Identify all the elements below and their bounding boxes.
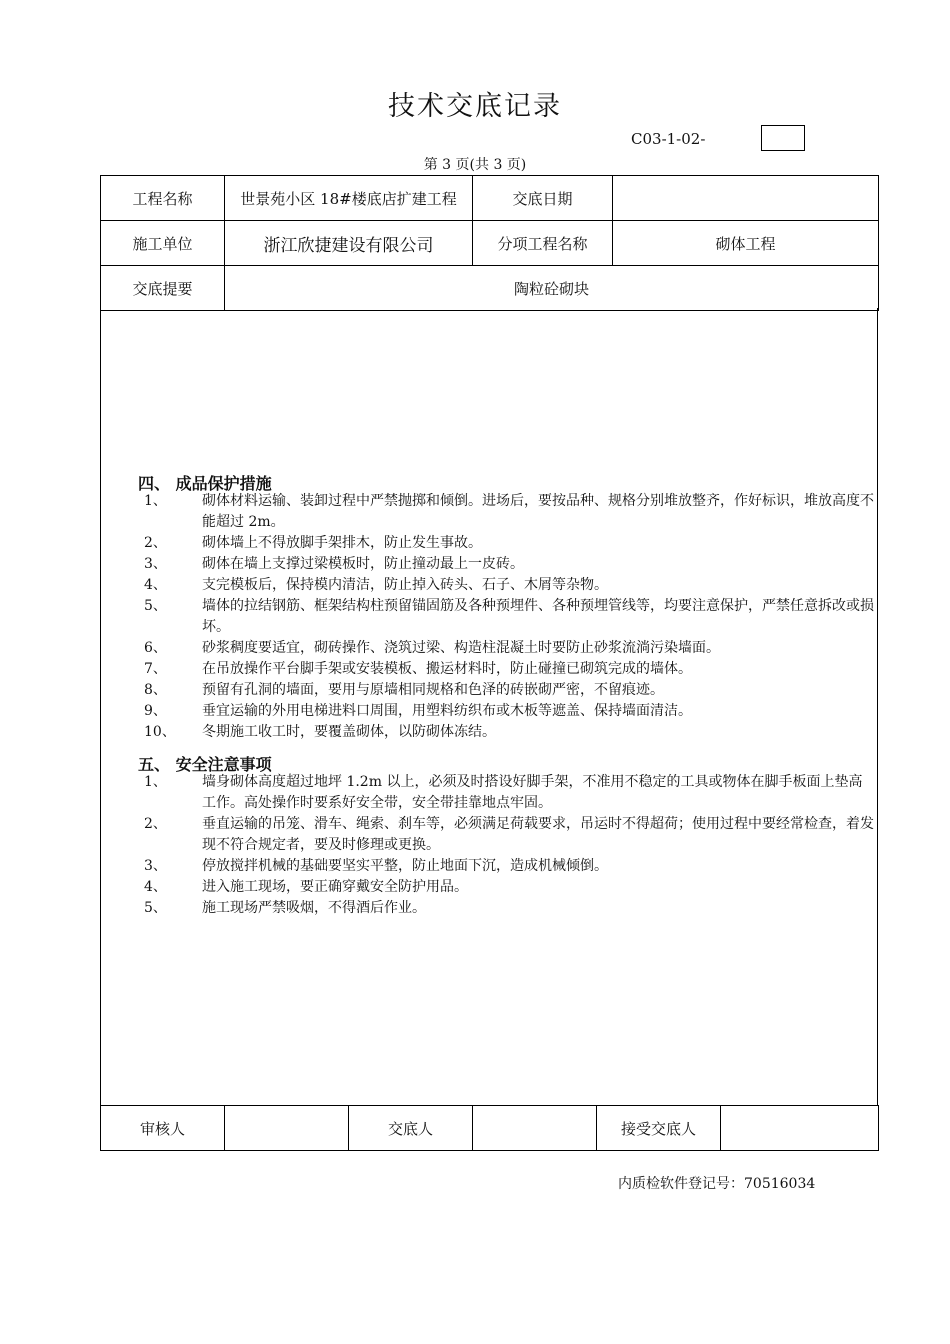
subproject-label: 分项工程名称 bbox=[473, 221, 613, 266]
item-number: 3、 bbox=[144, 556, 167, 572]
subproject-value: 砌体工程 bbox=[613, 221, 879, 266]
item-number: 8、 bbox=[144, 682, 167, 698]
list-item bbox=[144, 596, 874, 638]
reviewer-label: 审核人 bbox=[101, 1106, 225, 1151]
list-item bbox=[144, 533, 874, 554]
code-number-box[interactable] bbox=[761, 125, 805, 151]
item-number: 10、 bbox=[144, 724, 176, 740]
item-number: 1、 bbox=[144, 493, 167, 509]
item-text: 墙体的拉结钢筋、框架结构柱预留锚固筋及各种预埋件、各种预埋管线等，均要注意保护，严禁任意拆改或损坏。 bbox=[202, 598, 874, 635]
item-number: 6、 bbox=[144, 640, 167, 656]
item-text: 支完模板后，保持模内清洁，防止掉入砖头、石子、木屑等杂物。 bbox=[202, 577, 608, 593]
document-code: C03-1-02- bbox=[631, 130, 706, 148]
list-item bbox=[144, 856, 874, 877]
header-table bbox=[100, 175, 879, 311]
section-4-title: 四、 成品保护措施 bbox=[138, 474, 272, 493]
list-item bbox=[144, 659, 874, 680]
section-5-title: 五、 安全注意事项 bbox=[138, 755, 272, 774]
item-text: 砌体墙上不得放脚手架排木，防止发生事故。 bbox=[202, 535, 482, 551]
receiver-field[interactable] bbox=[721, 1106, 879, 1151]
receiver-label: 接受交底人 bbox=[597, 1106, 721, 1151]
list-item bbox=[144, 772, 874, 814]
date-label: 交底日期 bbox=[473, 176, 613, 221]
reviewer-field[interactable] bbox=[225, 1106, 349, 1151]
list-item bbox=[144, 680, 874, 701]
item-text: 停放搅拌机械的基础要坚实平整，防止地面下沉，造成机械倾倒。 bbox=[202, 858, 608, 874]
item-text: 砌体在墙上支撑过梁模板时，防止撞动最上一皮砖。 bbox=[202, 556, 524, 572]
discloser-field[interactable] bbox=[473, 1106, 597, 1151]
item-text: 垂直运输的吊笼、滑车、绳索、刹车等，必须满足荷载要求，吊运时不得超荷；使用过程中要经常检查，着发现不符合规定者，要及时修理或更换。 bbox=[202, 816, 874, 853]
list-item bbox=[144, 575, 874, 596]
item-text: 砌体材料运输、装卸过程中严禁抛掷和倾倒。进场后，要按品种、规格分别堆放整齐，作好标识，堆放高度不能超过 2m。 bbox=[202, 493, 874, 530]
list-item bbox=[144, 722, 874, 743]
summary-value: 陶粒砼砌块 bbox=[225, 266, 879, 311]
item-number: 1、 bbox=[144, 774, 167, 790]
list-item bbox=[144, 877, 874, 898]
list-item bbox=[144, 491, 874, 533]
item-text: 施工现场严禁吸烟，不得酒后作业。 bbox=[202, 900, 426, 916]
item-number: 3、 bbox=[144, 858, 167, 874]
item-number: 2、 bbox=[144, 816, 167, 832]
summary-label: 交底提要 bbox=[101, 266, 225, 311]
project-name-label: 工程名称 bbox=[101, 176, 225, 221]
item-number: 4、 bbox=[144, 577, 167, 593]
signature-table bbox=[100, 1105, 879, 1151]
list-item bbox=[144, 814, 874, 856]
item-number: 2、 bbox=[144, 535, 167, 551]
item-text: 垂宜运输的外用电梯进料口周围，用塑料纺织布或木板等遮盖、保持墙面清洁。 bbox=[202, 703, 692, 719]
list-item bbox=[144, 701, 874, 722]
list-item bbox=[144, 638, 874, 659]
item-number: 5、 bbox=[144, 598, 167, 614]
item-number: 4、 bbox=[144, 879, 167, 895]
item-number: 9、 bbox=[144, 703, 167, 719]
item-text: 砂浆稠度要适宜，砌砖操作、浇筑过梁、构造柱混凝土时要防止砂浆流淌污染墙面。 bbox=[202, 640, 720, 656]
item-text: 墙身砌体高度超过地坪 1.2m 以上，必须及时搭设好脚手架，不准用不稳定的工具或物体在脚手板面上垫高工作。高处操作时要系好安全带，安全带挂靠地点牢固。 bbox=[202, 774, 863, 811]
registration-number: 内质检软件登记号：70516034 bbox=[618, 1176, 816, 1192]
item-number: 7、 bbox=[144, 661, 167, 677]
item-text: 进入施工现场，要正确穿戴安全防护用品。 bbox=[202, 879, 468, 895]
document-title: 技术交底记录 bbox=[388, 91, 562, 122]
list-item bbox=[144, 898, 874, 919]
contractor-value: 浙江欣捷建设有限公司 bbox=[225, 221, 473, 266]
contractor-label: 施工单位 bbox=[101, 221, 225, 266]
item-text: 冬期施工收工时，要覆盖砌体，以防砌体冻结。 bbox=[202, 724, 496, 740]
project-name-value: 世景苑小区 18#楼底店扩建工程 bbox=[225, 176, 473, 221]
item-number: 5、 bbox=[144, 900, 167, 916]
list-item bbox=[144, 554, 874, 575]
discloser-label: 交底人 bbox=[349, 1106, 473, 1151]
page-info: 第 3 页(共 3 页) bbox=[423, 157, 527, 173]
item-text: 预留有孔洞的墙面，要用与原墙相同规格和色泽的砖嵌砌严密，不留痕迹。 bbox=[202, 682, 664, 698]
item-text: 在吊放操作平台脚手架或安装模板、搬运材料时，防止碰撞已砌筑完成的墙体。 bbox=[202, 661, 692, 677]
date-value[interactable] bbox=[613, 176, 879, 221]
